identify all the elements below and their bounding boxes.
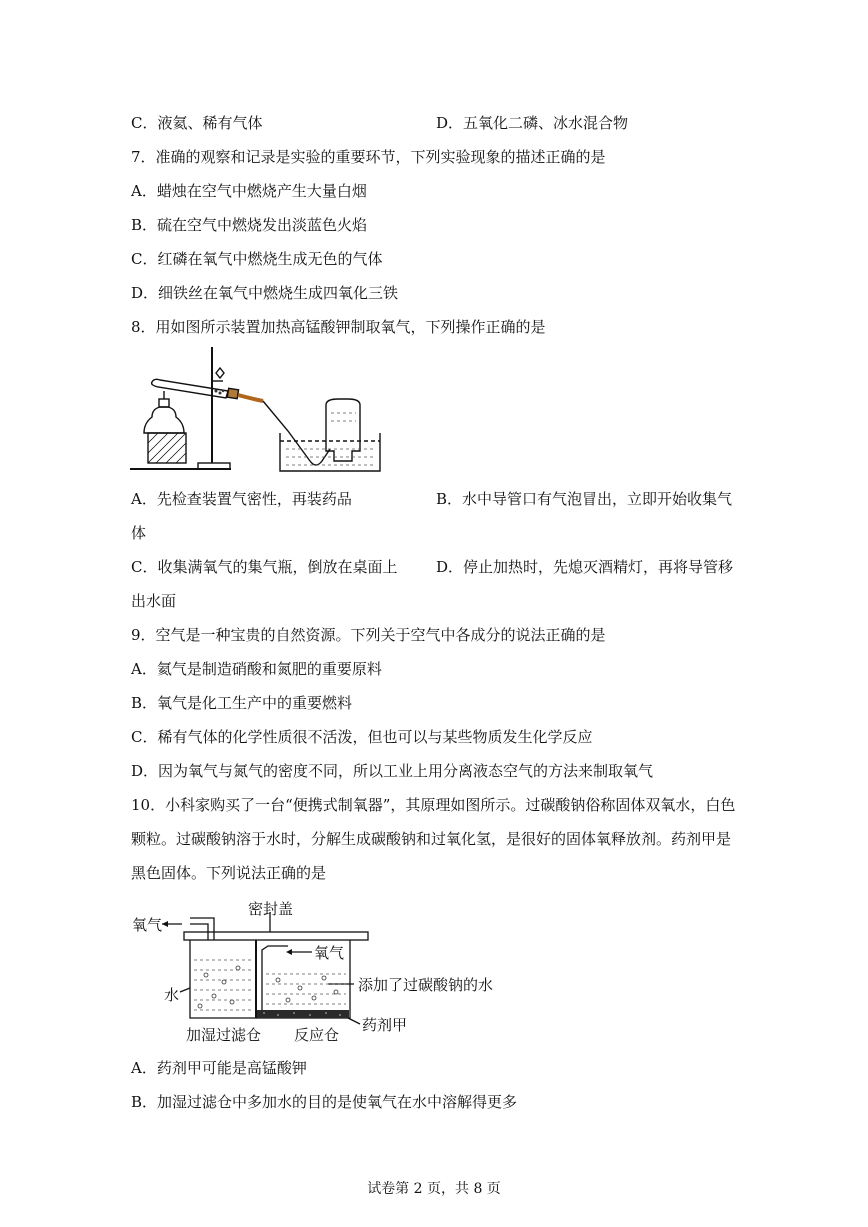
q7-option-d: D．细铁丝在氧气中燃烧生成四氧化三铁 [131, 284, 399, 302]
q7-option-c: C．红磷在氧气中燃烧生成无色的气体 [131, 250, 383, 268]
q8-option-c: C．收集满氧气的集气瓶，倒放在桌面上 [131, 558, 398, 576]
oxygen-generator-figure [128, 900, 518, 1048]
q8-option-d-line1: D．停止加热时，先熄灭酒精灯，再将导管移 [436, 558, 734, 576]
q9-option-b: B．氧气是化工生产中的重要燃料 [131, 694, 353, 712]
label-humidifier-chamber: 加湿过滤仓 [186, 1026, 262, 1044]
oxygen-apparatus-figure [128, 343, 393, 475]
q10-stem-line2: 颗粒。过碳酸钠溶于水时，分解生成碳酸钠和过氧化氢，是很好的固体氧释放剂。药剂甲是 [131, 830, 732, 848]
page-footer: 试卷第 2 页，共 8 页 [367, 1181, 501, 1197]
q8-option-a: A．先检查装置气密性，再装药品 [131, 490, 352, 508]
q8-stem: 8．用如图所示装置加热高锰酸钾制取氧气，下列操作正确的是 [131, 318, 546, 336]
q10-stem-line1: 10．小科家购买了一台“便携式制氧器”，其原理如图所示。过碳酸钠俗称固体双氧水，白色 [131, 796, 736, 814]
label-water: 水 [164, 986, 180, 1004]
q9-stem: 9．空气是一种宝贵的自然资源。下列关于空气中各成分的说法正确的是 [131, 626, 606, 644]
q7-stem: 7．准确的观察和记录是实验的重要环节，下列实验现象的描述正确的是 [131, 148, 606, 166]
q9-option-a: A．氦气是制造硝酸和氮肥的重要原料 [131, 660, 382, 678]
label-reagent-jia: 药剂甲 [362, 1016, 408, 1034]
label-seal-cap: 密封盖 [248, 900, 294, 918]
q10-stem-line3: 黑色固体。下列说法正确的是 [131, 864, 327, 882]
label-oxygen-out: 氧气 [132, 916, 163, 934]
q10-option-b: B．加湿过滤仓中多加水的目的是使氧气在水中溶解得更多 [131, 1093, 518, 1111]
q9-option-d: D．因为氧气与氮气的密度不同，所以工业上用分离液态空气的方法来制取氧气 [131, 762, 654, 780]
q6-option-d: D．五氧化二磷、冰水混合物 [436, 114, 629, 132]
label-water-with-percarbonate: 添加了过碳酸钠的水 [358, 976, 494, 994]
q8-option-b-line2: 体 [131, 524, 147, 542]
q7-option-b: B．硫在空气中燃烧发出淡蓝色火焰 [131, 216, 368, 234]
q9-option-c: C．稀有气体的化学性质很不活泼，但也可以与某些物质发生化学反应 [131, 728, 593, 746]
label-oxygen-inner: 氧气 [314, 944, 345, 962]
q10-option-a: A．药剂甲可能是高锰酸钾 [131, 1059, 307, 1077]
label-reaction-chamber: 反应仓 [294, 1026, 340, 1044]
q7-option-a: A．蜡烛在空气中燃烧产生大量白烟 [131, 182, 367, 200]
q6-option-c: C．液氦、稀有气体 [131, 114, 263, 132]
q8-option-b-line1: B．水中导管口有气泡冒出，立即开始收集气 [436, 490, 733, 508]
q8-option-d-line2: 出水面 [131, 592, 177, 610]
